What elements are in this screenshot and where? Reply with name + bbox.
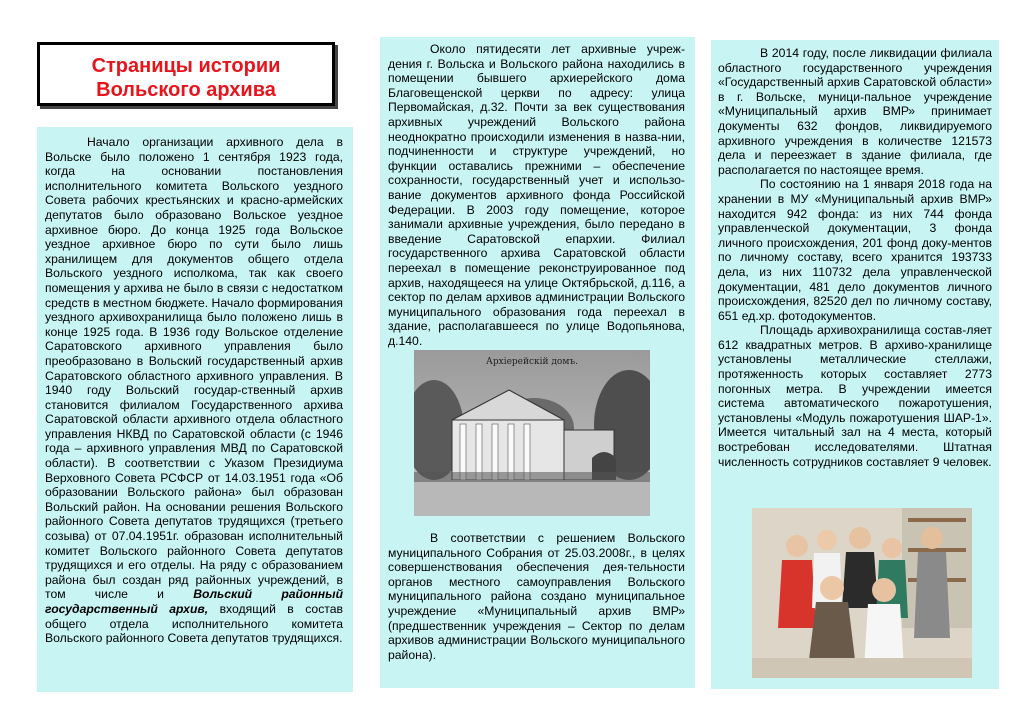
paragraph-building: Около пятидесяти лет архивные учреж-дения г. Вольска и Вольского района находились в помещении бывшего архиерейского дома Благовещенской церкви по адресу: улица Первомайская, д.32. Почти за век существования архивных учреждений Вольского района неоднократно происходили изменения в назва-нии, подчиненности и структуре учреждений, но функции оставались прежними – обеспечение сохранности, государственный учет и использо-вание документов архивного фонда Российской Федерации. В 2003 году помещение, которое занимали архивные учреждения, было передано в введение Саратовской епархии. Филиал государственного архива Саратовской области переехал в помещение реконструированное под архив, находящееся на улице Октябрьской, д.116, а сектор по делам архивов администрации Вольского муниципального образования года переехал в здание, располагавшееся по улице Водопьянова, д.140. <box>388 42 685 348</box>
page-title-line2: Вольского архива <box>96 79 276 101</box>
paragraph-municipal-archive: В соответствии с решением Вольского муниципального Собрания от 25.03.2008г., в целях совершенствования обеспечения дея-тельности органов местного самоуправления Вольского муниципального района создано муниципальное учреждение «Муниципальный архив ВМР» (предшественник учреждения – Сектор по делам архивов администрации Вольского муниципального района). <box>388 531 685 662</box>
paragraph-storage: Площадь архивохранилища состав-ляет 612 квадратных метров. В архиво-хранилище установлены металлические стеллажи, протяженность которых составляет 2773 погонных метра. В учреждении имеется система автоматического пожаротушения, установлены «Модуль пожаротушения ШАР-1». Имеется читальный зал на 4 места, который востребован исследователями. Штатная численность сотрудников составляет 9 человек. <box>718 323 992 469</box>
staff-group-photo <box>752 508 972 678</box>
paragraph-founding-text: Начало организации архивного дела в Вольске было положено 1 сентября 1923 года, когда на основании постановления исполнительного комитета Вольского уездного Совета рабочих крестьянских и красно-армейских депутатов было образовано Вольское уездное архивное бюро. До конца 1925 года Вольское уездное архивное бюро по сути было лишь хранилищем для документов общего отдела Вольского уездного исполкома, так как своего помещения у архива не было в связи с недостатком средств в местном бюджете. Начало формирования уездного архивохранилища было положено лишь в конце 1925 года. В 1936 году Вольское отделение Саратовского архивного управления было преобразовано в Вольский государственный архив Саратовского областного архивного управления. В 1940 году Вольский государ-ственный архив становится филиалом Государственного архива Саратовской области архивного отдела областного управления НКВД по Саратовской области (с 1946 года – архивного управления МВД по Саратовской области). В соответствии с Указом Президиума Верховного Совета РСФСР от 14.03.1951 года «Об образовании Вольского района» был образован Вольский район. На основании решения Вольского районного Совета депутатов трудящихся (третьего созыва) от 07.04.1951г. образован исполнительный комитет Вольского районного Совета депутатов трудящихся и его отделы. На ряду с образованием района был создан ряд районных учреждений, в том числе и <box>45 135 343 602</box>
archive-building-illustration <box>414 350 650 516</box>
history-column-1 <box>37 127 353 692</box>
archive-building-photo <box>414 350 650 516</box>
paragraph-founding-emphasis: Вольский районный государственный архив, <box>45 587 344 616</box>
paragraph-founding-end: входящий в состав общего отдела исполнительного комитета Вольского районного Совета депутатов трудящихся. <box>45 602 343 646</box>
paragraph-2014: В 2014 году, после ликвидации филиала областного государственного учреждения «Государственный архив Саратовской области» в г. Вольске, муници-пальное учреждение «Муниципальный архив ВМР» принимает документы 632 фондов, ликвидируемого архивного учреждения в количестве 121573 дела и переезжает в здание филиала, где располагается по настоящее время. <box>718 46 992 177</box>
paragraph-founding <box>45 135 343 646</box>
paragraph-holdings: По состоянию на 1 января 2018 года на хранении в МУ «Муниципальный архив ВМР» находится 942 фонда: из них 744 фонда управленческой документации, 3 фонда личного происхождения, 201 фонд доку-ментов по личному составу, всего хранится 193733 дела, из них 110732 дела управленческой документации, 481 дело документов личного происхождения, 82520 дел по личному составу, 651 ед.хр. фотодокументов. <box>718 177 992 323</box>
photo-caption: Архiерейскiй домъ. <box>486 357 578 367</box>
title-box <box>37 42 335 106</box>
staff-group-illustration <box>752 508 972 678</box>
page-title-line1: Страницы истории <box>91 55 281 77</box>
